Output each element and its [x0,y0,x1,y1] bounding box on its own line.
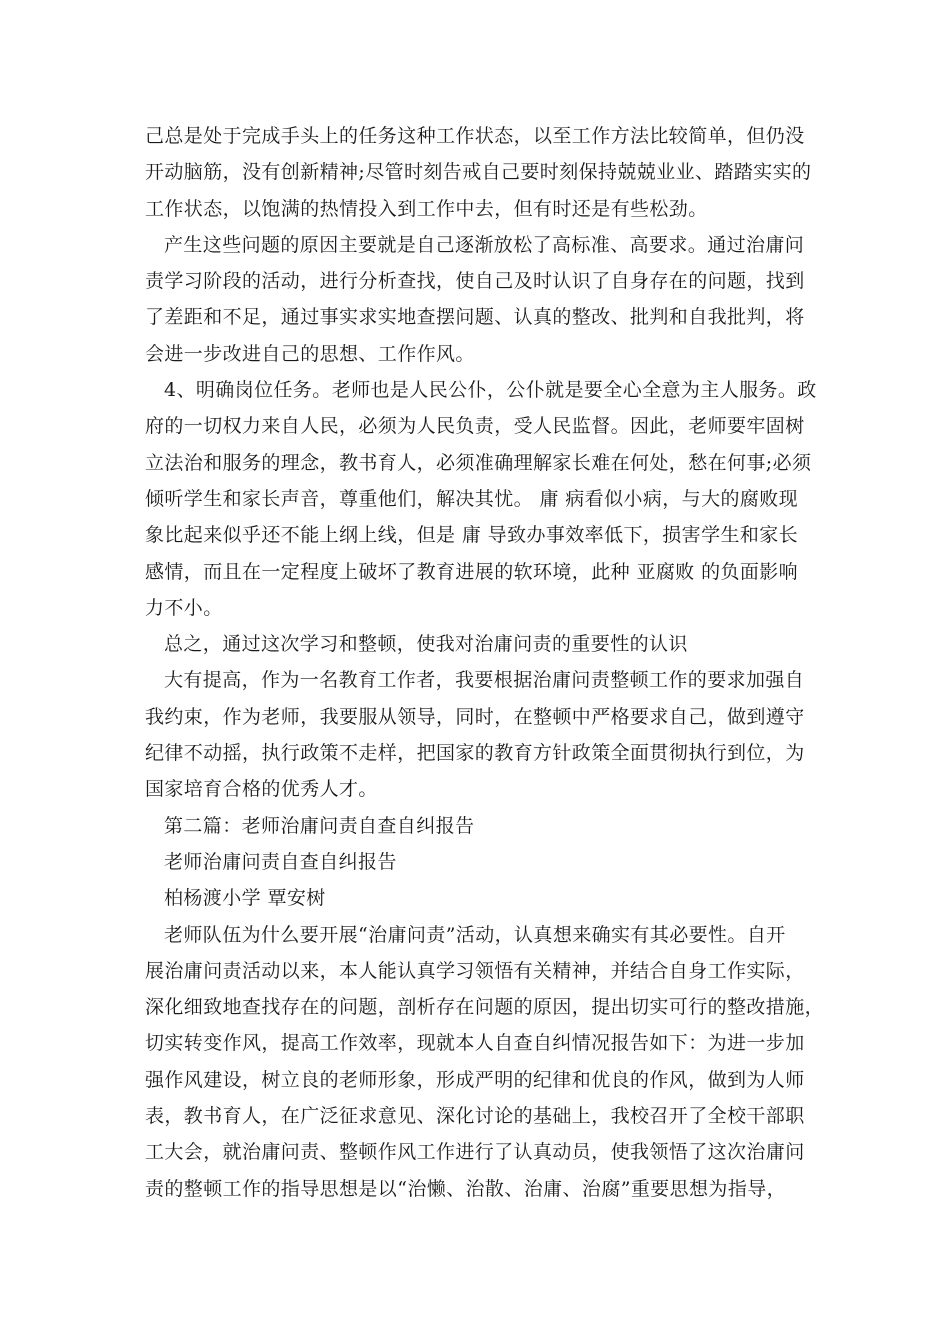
text-line: 力不小。 [145,596,223,619]
text-line: 己总是处于完成手头上的任务这种工作状态，以至工作方法比较简单，但仍没 [145,125,805,147]
author-line: 柏杨渡小学 覃安树 [164,887,326,910]
text-line: 会进一步改进自己的思想、工作作风。 [145,342,475,365]
text-line: 立法治和服务的理念，教书育人，必须准确理解家长难在何处，愁在何事;必须 [145,451,812,474]
section-heading: 第二篇：老师治庸问责自查自纠报告 [164,814,475,837]
text-line: 开动脑筋，没有创新精神;尽管时刻告戒自己要时刻保持兢兢业业、踏踏实实的 [145,161,812,184]
paragraph-start-line: 老师队伍为什么要开展“治庸问责”活动，认真想来确实有其必要性。自开 [164,923,786,946]
text-line: 工作状态，以饱满的热情投入到工作中去，但有时还是有些松劲。 [145,197,708,220]
document-body [145,118,825,1207]
text-line: 展治庸问责活动以来，本人能认真学习领悟有关精神，并结合自身工作实际， [145,959,805,982]
text-line: 了差距和不足，通过事实求实地查摆问题、认真的整改、批判和自我批判，将 [145,306,805,329]
text-line: 感情，而且在一定程度上破坏了教育进展的软环境，此种 亚腐败 的负面影响 [145,560,799,583]
text-line: 象比起来似乎还不能上纲上线，但是 庸 导致办事效率低下，损害学生和家长 [145,524,799,547]
text-line: 工大会，就治庸问责、整顿作风工作进行了认真动员，使我领悟了这次治庸问 [145,1141,805,1164]
text-line: 深化细致地查找存在的问题，剖析存在问题的原因，提出切实可行的整改措施， [145,996,825,1019]
paragraph-start-line: 总之，通过这次学习和整顿，使我对治庸问责的重要性的认识 [164,633,688,656]
text-line: 责学习阶段的活动，进行分析查找，使自己及时认识了自身存在的问题，找到 [145,270,805,293]
paragraph-start-line: 产生这些问题的原因主要就是自己逐渐放松了高标准、高要求。通过治庸问 [164,233,805,256]
paragraph-start-line: 大有提高，作为一名教育工作者，我要根据治庸问责整顿工作的要求加强自 [164,669,805,692]
text-line: 表，教书育人，在广泛征求意见、深化讨论的基础上，我校召开了全校干部职 [145,1105,805,1128]
paragraph-start-line: 4、明确岗位任务。老师也是人民公仆，公仆就是要全心全意为主人服务。政 [164,379,817,402]
text-line: 府的一切权力来自人民，必须为人民负责，受人民监督。因此，老师要牢固树 [145,415,805,438]
text-line: 责的整顿工作的指导思想是以“治懒、治散、治庸、治腐”重要思想为指导， [145,1177,787,1200]
text-line: 强作风建设，树立良的老师形象，形成严明的纪律和优良的作风，做到为人师 [145,1068,805,1091]
text-line: 切实转变作风，提高工作效率，现就本人自查自纠情况报告如下：为进一步加 [145,1032,805,1055]
text-line: 倾听学生和家长声音，尊重他们，解决其忧。 庸 病看似小病，与大的腐败现 [145,487,799,510]
text-line: 纪律不动摇，执行政策不走样，把国家的教育方针政策全面贯彻执行到位，为 [145,742,805,765]
text-line: 国家培育合格的优秀人才。 [145,778,378,801]
report-title: 老师治庸问责自查自纠报告 [164,850,397,873]
text-line: 我约束，作为老师，我要服从领导，同时，在整顿中严格要求自己，做到遵守 [145,705,805,728]
